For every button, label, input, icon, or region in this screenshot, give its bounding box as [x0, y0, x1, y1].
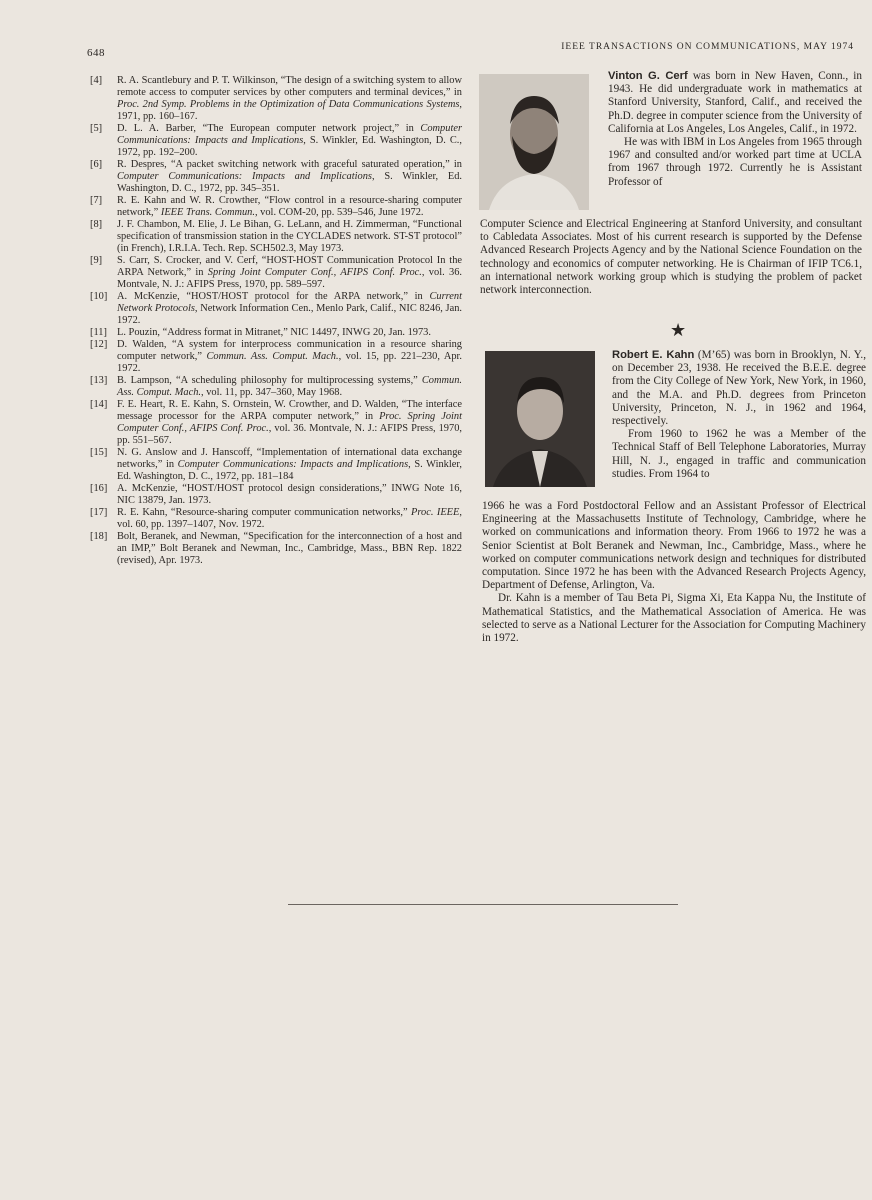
reference-list	[90, 75, 462, 567]
reference-details: , vol. 36. Montvale, N. J.: AFIPS Press, 1970, pp. 589–597.	[117, 267, 462, 290]
reference-number: [7]	[90, 195, 103, 206]
reference-source: Commun. Ass. Comput. Mach.	[206, 351, 339, 362]
reference-item	[90, 375, 462, 399]
reference-source: Proc. IEEE	[411, 507, 460, 518]
reference-item	[90, 531, 462, 567]
portrait-cerf-icon	[479, 74, 589, 210]
reference-item	[90, 255, 462, 291]
reference-text: R. A. Scantlebury and P. T. Wilkinson, “The design of a switching system to allow remote access to computer services by other computers and terminal devices,” in	[117, 75, 462, 98]
portrait-photo-kahn	[485, 351, 595, 487]
reference-text: L. Pouzin, “Address format in Mitranet,” NIC 14497, INWG 20, Jan. 1973.	[117, 327, 431, 338]
reference-details: , vol. COM-20, pp. 539–546, June 1972.	[254, 207, 424, 218]
reference-number: [9]	[90, 255, 103, 266]
reference-text: J. F. Chambon, M. Elie, J. Le Bihan, G. LeLann, and H. Zimmerman, “Functional specification of transmission station in the CYCLADES network. ST-ST protocol” (in French), I.R.I.A. Tech. Rep. SCH502.3, May 1973.	[117, 219, 462, 254]
reference-item	[90, 483, 462, 507]
separator-star: ★	[670, 320, 687, 340]
portrait-kahn-icon	[485, 351, 595, 487]
reference-item	[90, 399, 462, 447]
reference-source: Proc. Spring Joint Computer Conf., AFIPS Conf. Proc.	[117, 411, 462, 434]
bio-kahn-para2-start: From 1960 to 1962 he was a Member of the Technical Staff of Bell Telephone Laboratories, Murray Hill, N. J., engaged in traffic and communication studies. From 1964 to	[612, 428, 866, 480]
reference-number: [11]	[90, 327, 107, 338]
bio-kahn-intro-text: (M’65) was born in Brooklyn, N. Y., on December 23, 1938. He received the B.E.E. degree from the City College of New York, New York, in 1960, and the M.A. and Ph.D. degrees from Princeton University, Princeton, N. J., in 1962 and 1964, respectively.	[612, 349, 867, 428]
reference-number: [8]	[90, 219, 103, 230]
reference-details: , vol. 60, pp. 1397–1407, Nov. 1972.	[117, 507, 462, 530]
bio-kahn-intro	[612, 349, 866, 481]
reference-details: , vol. 15, pp. 221–230, Apr. 1972.	[117, 351, 462, 374]
running-head: IEEE TRANSACTIONS ON COMMUNICATIONS, MAY 1974	[561, 42, 854, 52]
reference-text: R. E. Kahn and W. R. Crowther, “Flow control in a resource-sharing computer network,”	[117, 195, 462, 218]
reference-item	[90, 195, 462, 219]
reference-details: , 1971, pp. 160–167.	[117, 99, 462, 122]
reference-item	[90, 507, 462, 531]
reference-number: [12]	[90, 339, 108, 350]
reference-text: A. McKenzie, “HOST/HOST protocol for the ARPA network,” in	[117, 291, 430, 302]
reference-number: [17]	[90, 507, 108, 518]
reference-source: Spring Joint Computer Conf., AFIPS Conf. Proc.	[207, 267, 422, 278]
reference-text: N. G. Anslow and J. Hanscoff, “Implementation of international data exchange networks,” in	[117, 447, 462, 470]
reference-details: , vol. 11, pp. 347–360, May 1968.	[201, 387, 343, 398]
bio-cerf-intro-text: was born in New Haven, Conn., in 1943. He did undergraduate work in mathematics at Stanford University, Stanford, Calif., and received the Ph.D. degree in computer science from the University of California at Los Angeles, Los Angeles, Calif., in 1972.	[608, 70, 862, 135]
reference-text: Bolt, Beranek, and Newman, “Specification for the interconnection of a host and an IMP,” Bolt Beranek and Newman, Inc., Cambridge, Mass., BBN Rep. 1822 (revised), Apr. 1973.	[117, 531, 462, 566]
reference-item	[90, 447, 462, 483]
bio-cerf-continued	[480, 218, 862, 297]
reference-number: [4]	[90, 75, 103, 86]
reference-number: [6]	[90, 159, 103, 170]
bio-cerf-intro	[608, 70, 862, 189]
reference-details: , vol. 36. Montvale, N. J.: AFIPS Press, 1970, pp. 551–567.	[117, 423, 462, 446]
reference-text: A. McKenzie, “HOST/HOST protocol design considerations,” INWG Note 16, NIC 13879, Jan. 1973.	[117, 483, 462, 506]
reference-number: [14]	[90, 399, 108, 410]
reference-details: , Network Information Cen., Menlo Park, Calif., NIC 8246, Jan. 1972.	[117, 303, 463, 326]
reference-text: D. Walden, “A system for interprocess communication in a resource sharing computer network,”	[117, 339, 462, 362]
reference-details: , S. Winkler, Ed. Washington, D. C., 1972, pp. 181–184	[117, 459, 462, 482]
reference-number: [18]	[90, 531, 108, 542]
reference-item	[90, 339, 462, 375]
reference-number: [10]	[90, 291, 108, 302]
reference-text: B. Lampson, “A scheduling philosophy for multiprocessing systems,”	[117, 375, 422, 386]
reference-source: Commun. Ass. Comput. Mach.	[117, 375, 462, 398]
bio-cerf-para2-start: He was with IBM in Los Angeles from 1965 through 1967 and consulted and/or worked part time at UCLA from 1967 through 1972. Currently he is Assistant Professor of	[608, 136, 862, 188]
reference-number: [5]	[90, 123, 103, 134]
reference-source: Computer Communications: Impacts and Implications	[177, 459, 409, 470]
reference-item	[90, 75, 462, 123]
reference-details: , S. Winkler, Ed. Washington, D. C., 1972, pp. 192–200.	[117, 135, 462, 158]
bottom-rule	[288, 904, 678, 905]
reference-text: R. E. Kahn, “Resource-sharing computer communication networks,”	[117, 507, 412, 518]
reference-item	[90, 327, 462, 339]
reference-text: D. L. A. Barber, “The European computer network project,” in	[117, 123, 421, 134]
reference-item	[90, 219, 462, 255]
reference-item	[90, 123, 462, 159]
reference-source: IEEE Trans. Commun.	[160, 207, 255, 218]
bio-cerf-name: Vinton G. Cerf	[608, 70, 688, 82]
reference-source: Current Network Protocols	[117, 291, 462, 314]
reference-source: Computer Communications: Impacts and Implications	[117, 171, 372, 182]
reference-source: Computer Communications: Impacts and Implications	[117, 123, 462, 146]
bio-cerf-para2-rest: Computer Science and Electrical Engineering at Stanford University, and consultant to Cabledata Associates. Most of his current research is supported by the Defense Advanced Research Projects Agency and by the National Science Foundation on the technology and economics of computer networking. He is Chairman of IFIP TC6.1, an international network working group which is studying the problem of packet network interconnection.	[480, 218, 862, 297]
reference-text: S. Carr, S. Crocker, and V. Cerf, “HOST-HOST Communication Protocol In the ARPA Network,” in	[117, 255, 462, 278]
reference-item	[90, 159, 462, 195]
bio-kahn-para2-rest: 1966 he was a Ford Postdoctoral Fellow and an Assistant Professor of Electrical Engineering at the Massachusetts Institute of Technology, Cambridge, where he worked on communications and information theory. From 1966 to 1972 he was a Senior Scientist at Bolt Beranek and Newman, Inc., Cambridge, Mass., where he worked on computer communications network design and techniques for distributed computation. Since 1972 he has been with the Advanced Research Projects Agency, Department of Defense, Arlington, Va.	[482, 500, 866, 592]
reference-source: Proc. 2nd Symp. Problems in the Optimization of Data Communications Systems	[117, 99, 460, 110]
reference-details: , S. Winkler, Ed. Washington, D. C., 1972, pp. 345–351.	[117, 171, 462, 194]
reference-text: R. Despres, “A packet switching network with graceful saturated operation,” in	[117, 159, 462, 170]
reference-number: [16]	[90, 483, 108, 494]
bio-kahn-name: Robert E. Kahn	[612, 349, 695, 361]
portrait-photo-cerf	[479, 74, 589, 210]
page-number: 648	[87, 47, 105, 59]
reference-number: [15]	[90, 447, 108, 458]
reference-text: F. E. Heart, R. E. Kahn, S. Ornstein, W. Crowther, and D. Walden, “The interface message processor for the ARPA computer network,” in	[117, 399, 462, 422]
bio-kahn-para3: Dr. Kahn is a member of Tau Beta Pi, Sigma Xi, Eta Kappa Nu, the Institute of Mathematical Statistics, and the Mathematical Association of America. He was selected to serve as a National Lecturer for the Association for Computing Machinery in 1972.	[482, 592, 866, 645]
reference-item	[90, 291, 462, 327]
bio-kahn-continued	[482, 500, 866, 645]
reference-number: [13]	[90, 375, 108, 386]
